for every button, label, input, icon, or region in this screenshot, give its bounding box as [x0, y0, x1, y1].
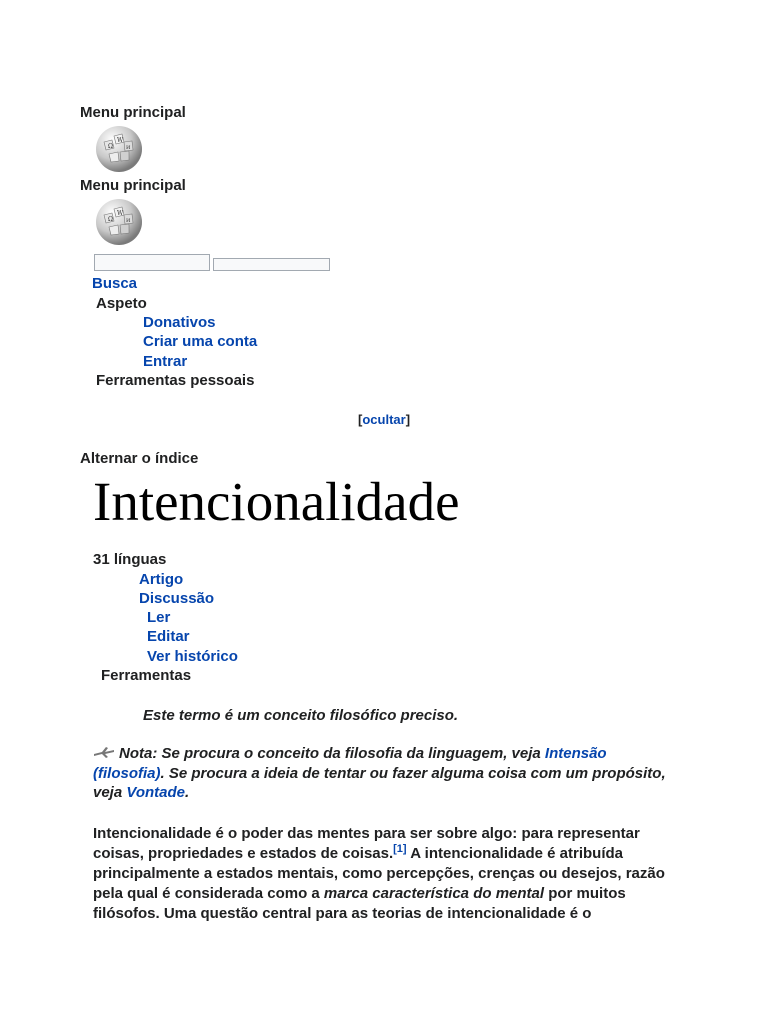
personal-tools-menu[interactable]: Ferramentas pessoais	[96, 372, 255, 389]
create-account-link[interactable]: Criar uma conta	[143, 333, 258, 350]
hide-toggle: [ocultar]	[358, 412, 411, 427]
disambiguation-icon	[93, 745, 115, 759]
svg-text:W: W	[117, 210, 124, 217]
intro-paragraph: Intencionalidade é o poder das mentes para ser sobre algo: para representar coisas, propriedades e estados de coisas.[1] A intencionalidade é atribuída principalmente a estados mentais, como percepções, crenças ou desejos, razão pela qual é considerada como a marca característica do mental por muitos filósofos. Uma questão central para as teorias de intencionalidade é o	[93, 825, 665, 922]
hatnote: Este termo é um conceito filosófico preciso.	[143, 707, 459, 724]
svg-text:W: W	[117, 137, 124, 144]
tab-edit[interactable]: Editar	[147, 628, 190, 645]
svg-text:Ω: Ω	[108, 216, 113, 223]
tab-article[interactable]: Artigo	[139, 571, 184, 588]
tools-menu[interactable]: Ferramentas	[101, 667, 192, 684]
search-submit-button[interactable]	[213, 258, 330, 271]
appearance-menu[interactable]: Aspeto	[96, 295, 147, 312]
search-link[interactable]: Busca	[92, 275, 138, 292]
login-link[interactable]: Entrar	[143, 353, 188, 370]
search-input[interactable]	[94, 254, 210, 271]
tab-history[interactable]: Ver histórico	[147, 648, 238, 665]
wikipedia-logo-icon[interactable]	[94, 124, 144, 174]
reference-link[interactable]: [1]	[393, 843, 407, 855]
svg-text:Ω: Ω	[108, 143, 113, 150]
main-menu-label-secondary[interactable]: Menu principal	[80, 177, 186, 194]
disambiguation-note: Nota: Se procura o conceito da filosofia da linguagem, veja Intensão (filosofia). Se procura a ideia de tentar ou fazer alguma coisa com um propósito, veja Vontade.	[93, 745, 666, 801]
main-menu-label[interactable]: Menu principal	[80, 104, 186, 121]
toc-toggle-button[interactable]: Alternar o índice	[80, 450, 199, 467]
tab-read[interactable]: Ler	[147, 609, 171, 626]
intensao-link[interactable]: Intensão (filosofia)	[93, 745, 607, 782]
vontade-link[interactable]: Vontade	[126, 784, 185, 801]
svg-text:И: И	[126, 218, 131, 224]
hide-link[interactable]: ocultar	[362, 412, 406, 427]
wikipedia-logo-icon[interactable]	[94, 197, 144, 247]
svg-text:И: И	[126, 145, 131, 151]
tab-discussion[interactable]: Discussão	[139, 590, 215, 607]
language-selector-button[interactable]: 31 línguas	[93, 551, 167, 568]
donate-link[interactable]: Donativos	[143, 314, 216, 331]
page-title: Intencionalidade	[93, 471, 460, 532]
